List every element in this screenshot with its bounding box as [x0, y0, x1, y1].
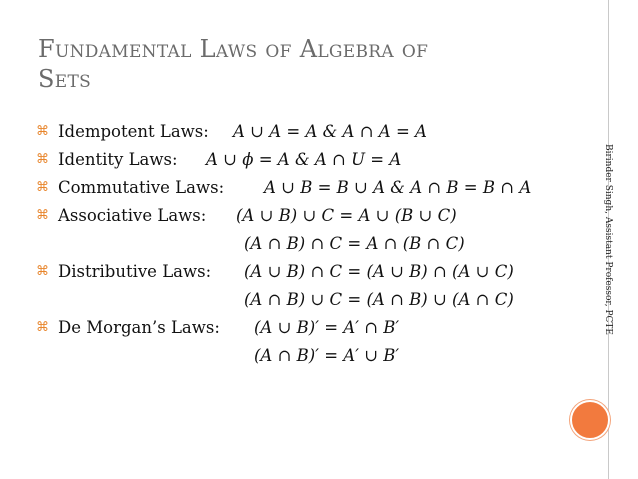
laws-list [36, 118, 596, 370]
law-equation: A ∪ ϕ = A & A ∩ U = A [206, 150, 402, 169]
list-item [36, 174, 596, 202]
law-equation: (A ∪ B) ∪ C = A ∪ (B ∪ C) [236, 206, 457, 225]
list-item [36, 286, 596, 314]
slide-title [38, 34, 538, 94]
bullet-icon: ⌘ [36, 180, 49, 195]
law-label: Commutative Laws: [58, 178, 225, 197]
list-item [36, 202, 596, 230]
law-equation: (A ∩ B) ∪ C = (A ∩ B) ∪ (A ∩ C) [244, 290, 514, 309]
bullet-icon: ⌘ [36, 208, 49, 223]
law-equation: (A ∩ B)′ = A′ ∪ B′ [254, 346, 400, 365]
title-line-2: Sets [38, 65, 92, 93]
law-label: De Morgan’s Laws: [58, 318, 220, 337]
bullet-icon: ⌘ [36, 264, 49, 279]
list-item [36, 342, 596, 370]
bullet-icon: ⌘ [36, 320, 49, 335]
law-equation: (A ∪ B)′ = A′ ∩ B′ [254, 318, 400, 337]
list-item [36, 146, 596, 174]
sidebar-author-credit: Birinder Singh, Assistant Professor, PCTE [603, 144, 613, 335]
title-line-1: Fundamental Laws of Algebra of [38, 35, 429, 63]
law-equation: (A ∪ B) ∩ C = (A ∪ B) ∩ (A ∪ C) [244, 262, 514, 281]
law-equation: A ∪ A = A & A ∩ A = A [233, 122, 427, 141]
law-label: Distributive Laws: [58, 262, 212, 281]
law-label: Identity Laws: [58, 150, 178, 169]
list-item [36, 314, 596, 342]
law-equation: (A ∩ B) ∩ C = A ∩ (B ∩ C) [244, 234, 465, 253]
list-item [36, 230, 596, 258]
list-item [36, 118, 596, 146]
list-item [36, 258, 596, 286]
law-label: Idempotent Laws: [58, 122, 209, 141]
decorative-circle-icon [570, 400, 610, 440]
law-equation: A ∪ B = B ∪ A & A ∩ B = B ∩ A [264, 178, 532, 197]
bullet-icon: ⌘ [36, 124, 49, 139]
bullet-icon: ⌘ [36, 152, 49, 167]
law-label: Associative Laws: [58, 206, 207, 225]
